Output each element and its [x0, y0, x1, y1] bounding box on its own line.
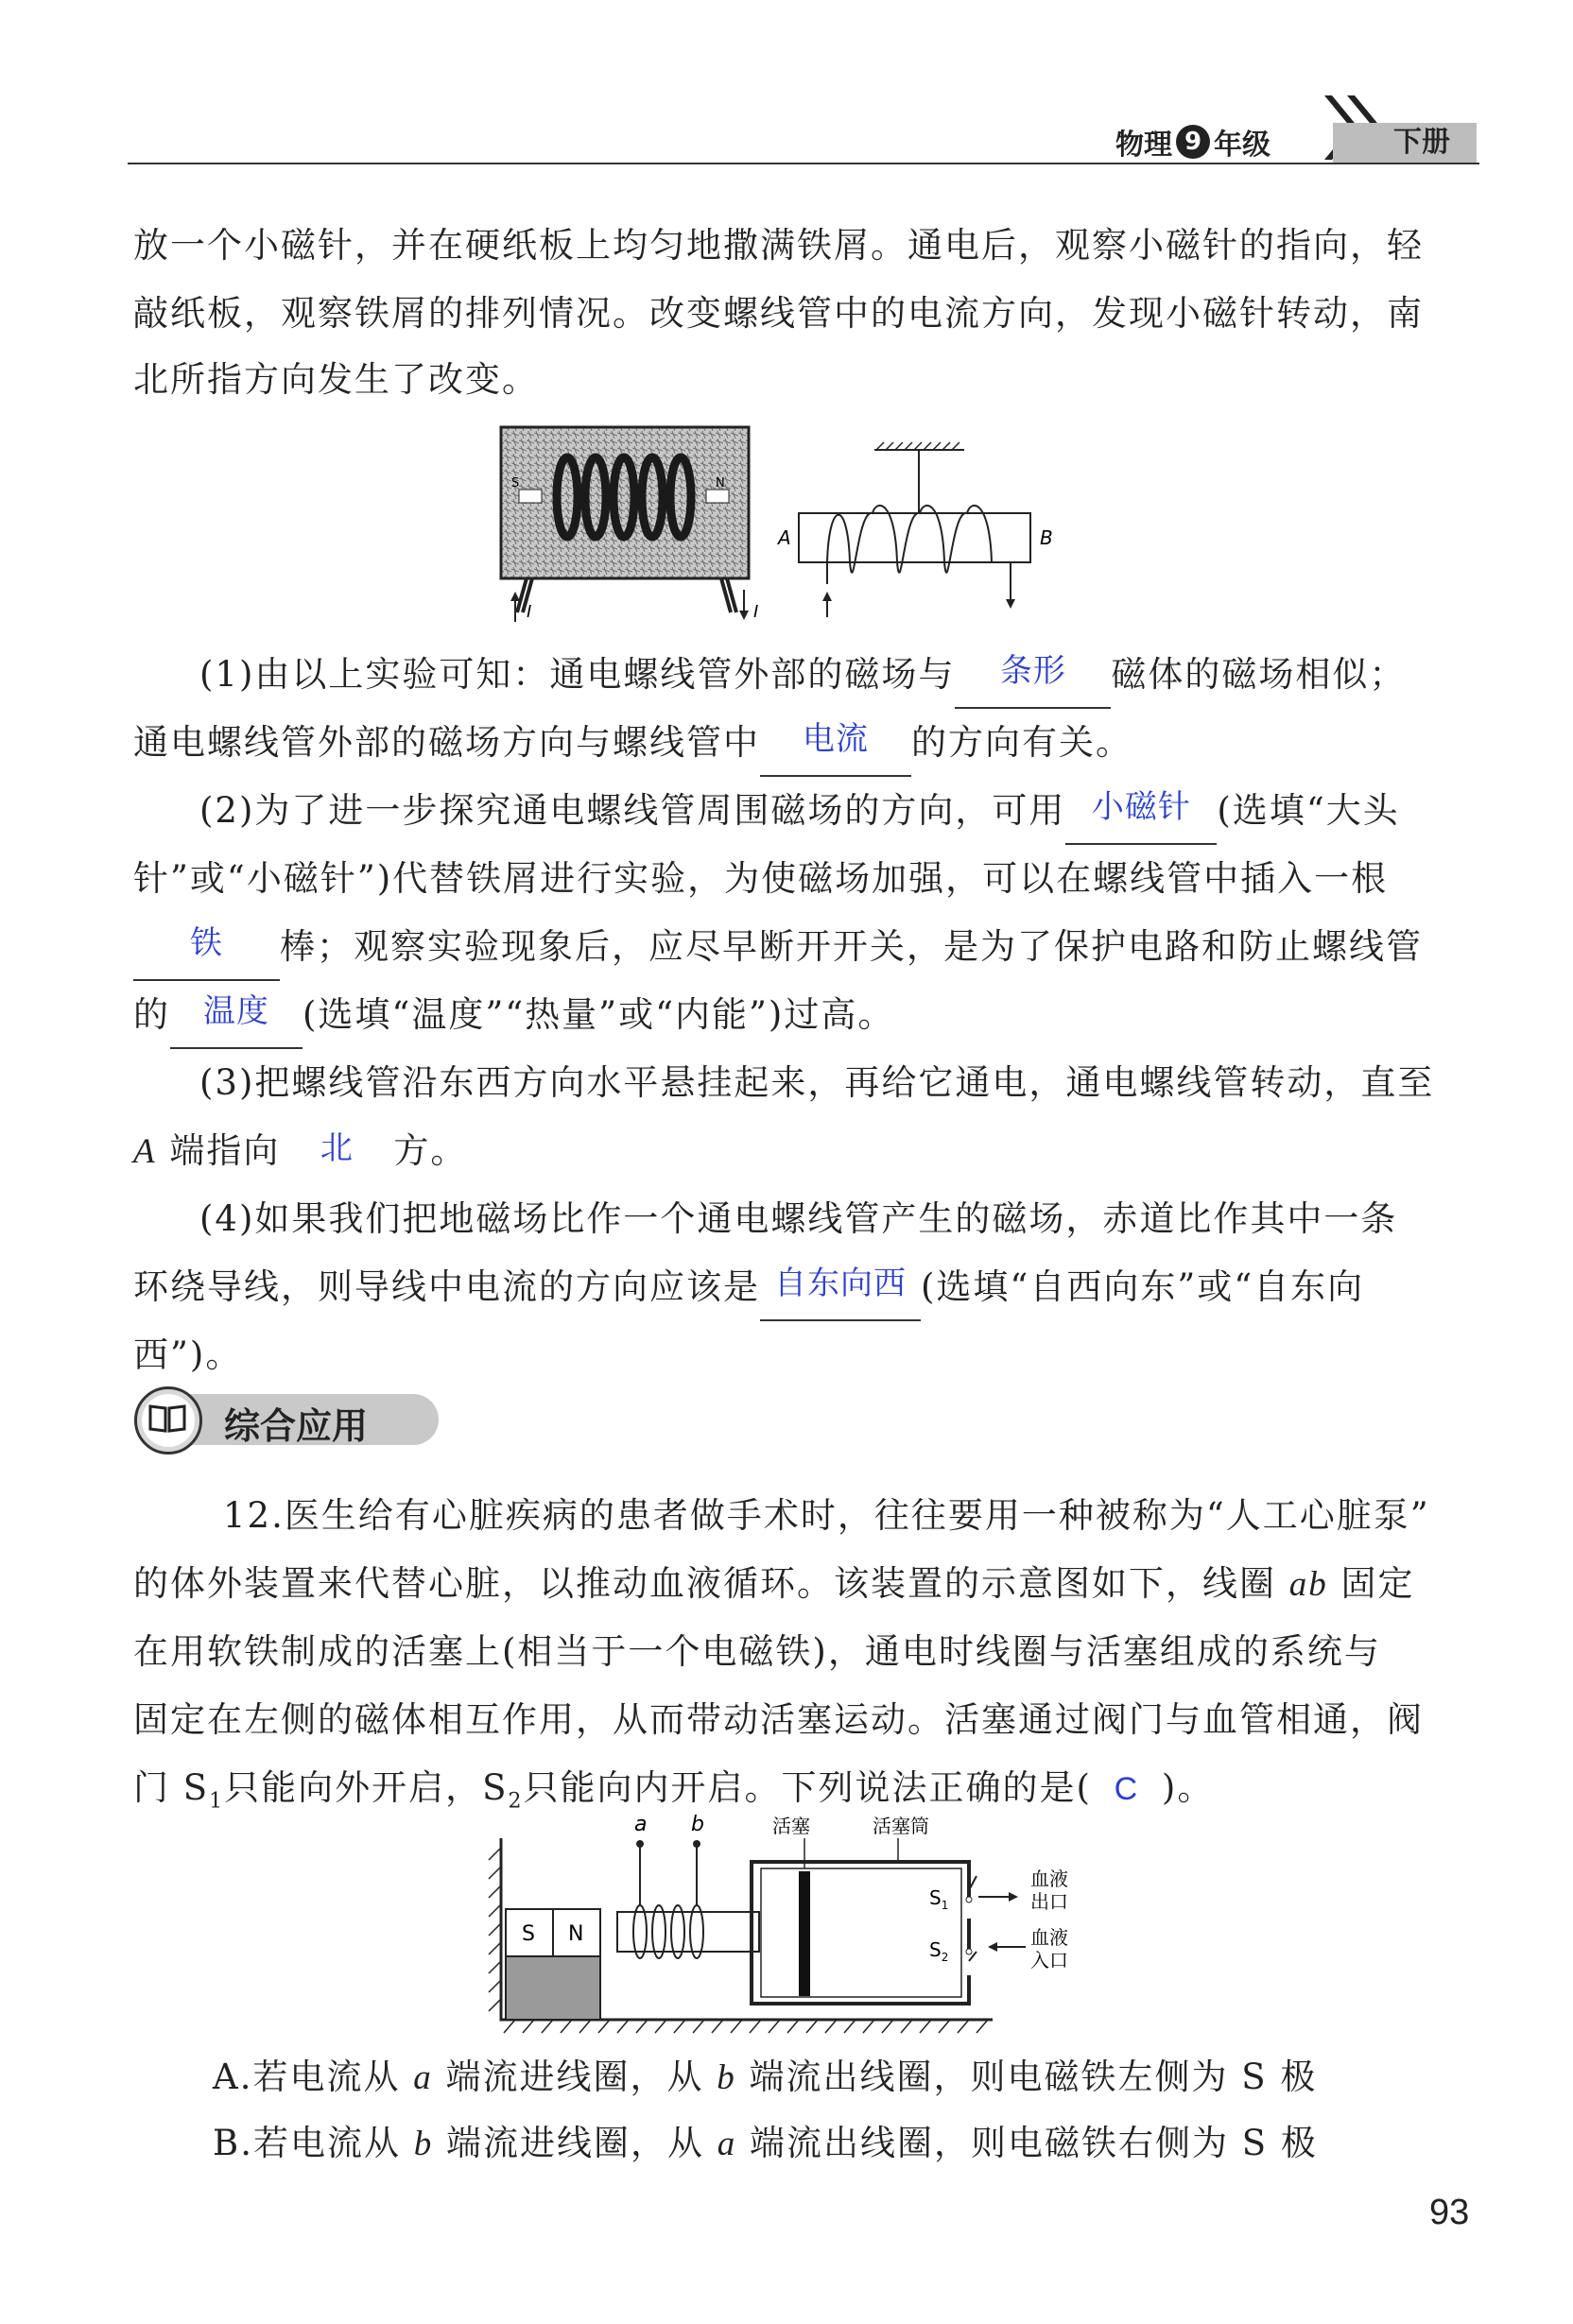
q1-answer-2: 电流 — [803, 721, 869, 757]
q12-line-4: 固定在左侧的磁体相互作用，从而带动活塞运动。活塞通过阀门与血管相通，阀 — [133, 1699, 1424, 1740]
q3-line-1 — [133, 1049, 1438, 1117]
q12-text-l5c: 只能向内开启。下列说法正确的是( — [523, 1767, 1092, 1808]
q1-text-c: 通电螺线管外部的磁场方向与螺线管中 — [133, 722, 760, 763]
q3-text-b: 端指向 — [156, 1130, 281, 1171]
intro-line-3: 北所指方向发生了改变。 — [133, 359, 539, 400]
q12-line-2 — [133, 1550, 1438, 1619]
q2-text-a: (2)为了进一步探究通电螺线管周围磁场的方向，可用 — [199, 790, 1066, 831]
q1-text-b: 磁体的磁场相似； — [1111, 654, 1407, 695]
outlet-label-2: 出口 — [1030, 1890, 1068, 1913]
option-b-mid: 端流进线圈，从 — [445, 2123, 704, 2163]
q12-sub-2: 2 — [508, 1789, 524, 1814]
q4-line-1 — [133, 1185, 1438, 1253]
inlet-label-2: 入口 — [1030, 1949, 1068, 1971]
magnet-s-label: S — [522, 1922, 535, 1946]
q2-line-2: 针”或“小磁针”)代替铁屑进行实验，为使磁场加强，可以在螺线管中插入一根 — [133, 858, 1389, 899]
option-a — [213, 2049, 1317, 2107]
q1-text-a: (1)由以上实验可知：通电螺线管外部的磁场与 — [199, 654, 956, 695]
hanging-solenoid-diagram — [776, 442, 1053, 617]
header-subject: 物理 — [1115, 129, 1172, 162]
q2-line-4 — [133, 981, 1438, 1049]
q3-answer-1: 北 — [320, 1130, 354, 1166]
end-b-label: B — [1040, 526, 1053, 549]
q3-blank-1 — [280, 1131, 393, 1186]
section-title: 综合应用 — [224, 1405, 369, 1447]
q2-blank-2 — [133, 926, 280, 981]
q4-blank-1 — [760, 1266, 921, 1321]
option-a-var2: b — [717, 2058, 736, 2097]
q2-blank-3 — [170, 994, 302, 1049]
q12-text-l5a: 门 S — [133, 1767, 210, 1808]
header-volume: 下册 — [1393, 126, 1450, 159]
header-rule — [128, 163, 1479, 164]
q2-text-e: 的 — [133, 994, 170, 1035]
q12-text-l2a: 的体外装置来代替心脏，以推动血液循环。该装置的示意图如下，线圈 — [133, 1563, 1276, 1604]
section-heading — [134, 1386, 439, 1453]
q2-line-1 — [133, 777, 1438, 845]
q1-line-1 — [133, 641, 1438, 709]
q2-answer-3: 温度 — [203, 993, 269, 1029]
option-b-post: 端流出线圈，则电磁铁右侧为 S 极 — [750, 2123, 1318, 2163]
valve-s1-label: $S_1$ — [929, 1886, 949, 1912]
piston-label: 活塞 — [772, 1815, 810, 1837]
option-a-post: 端流出线圈，则电磁铁左侧为 S 极 — [749, 2057, 1318, 2097]
q12-text-l5b: 只能向外开启，S — [224, 1767, 509, 1808]
option-a-mid: 端流进线圈，从 — [445, 2057, 704, 2097]
q4-text-a: (4)如果我们把地磁场比作一个通电螺线管产生的磁场，赤道比作其中一条 — [199, 1198, 1398, 1239]
q3-text-a: (3)把螺线管沿东西方向水平悬挂起来，再给它通电，通电螺线管转动，直至 — [199, 1062, 1435, 1103]
q3-text-c: 方。 — [393, 1130, 468, 1171]
terminal-a-label: a — [634, 1813, 648, 1836]
q1-line-2 — [133, 709, 1438, 777]
q4-answer-1: 自东向西 — [774, 1265, 907, 1301]
q2-blank-1 — [1065, 790, 1217, 845]
intro-line-1: 放一个小磁针，并在硬纸板上均匀地撒满铁屑。通电后，观察小磁针的指向，轻 — [133, 225, 1424, 266]
q12-answer: C — [1114, 1771, 1140, 1807]
q12-line-1 — [133, 1482, 1438, 1550]
header-grade: 年级 — [1214, 129, 1270, 162]
q3-var-a: A — [133, 1132, 157, 1171]
q12-sub-1: 1 — [209, 1789, 225, 1814]
current-label-left: I — [527, 602, 532, 622]
page-header — [1115, 118, 1270, 165]
book-icon — [147, 1403, 187, 1435]
q4-text-b: 环绕导线，则导线中电流的方向应该是 — [133, 1266, 760, 1307]
option-b-pre: B.若电流从 — [213, 2123, 401, 2163]
q2-text-d: 棒；观察实验现象后，应尽早断开开关，是为了保护电路和防止螺线管 — [280, 926, 1423, 967]
q12-text-l2b: 固定 — [1340, 1563, 1415, 1604]
header-volume-tab — [1333, 123, 1477, 163]
iron-filings-photo — [501, 427, 758, 622]
q1-text-d: 的方向有关。 — [911, 722, 1132, 763]
q12-line-3: 在用软铁制成的活塞上(相当于一个电磁铁)，通电时线圈与活塞组成的系统与 — [133, 1631, 1381, 1672]
end-a-label: A — [778, 526, 791, 549]
q4-line-3: 西”)。 — [133, 1334, 243, 1375]
q2-text-b: (选填“大头 — [1217, 790, 1400, 831]
intro-line-2: 敲纸板，观察铁屑的排列情况。改变螺线管中的电流方向，发现小磁针转动，南 — [133, 293, 1424, 334]
q3-line-2 — [133, 1117, 1438, 1186]
option-b-var2: a — [717, 2125, 737, 2163]
magnet-n-label: N — [568, 1922, 584, 1946]
terminal-b-label: b — [691, 1813, 704, 1836]
q12-text-l5d: )。 — [1161, 1767, 1215, 1808]
q12-text-l1: 12.医生给有心脏疾病的患者做手术时，往往要用一种被称为“人工心脏泵” — [223, 1495, 1430, 1536]
solenoid-figure — [496, 423, 1082, 631]
q4-line-2 — [133, 1253, 1438, 1321]
q1-answer-1: 条形 — [999, 653, 1066, 689]
current-label-right: I — [753, 602, 759, 622]
outlet-label-1: 血液 — [1030, 1868, 1068, 1890]
option-b — [213, 2115, 1318, 2173]
page-number: 93 — [1429, 2193, 1470, 2232]
q2-answer-1: 小磁针 — [1091, 789, 1191, 825]
option-a-var1: a — [413, 2058, 433, 2097]
q2-answer-2: 铁 — [190, 925, 223, 961]
option-b-var1: b — [413, 2125, 434, 2163]
q12-var-ab: ab — [1288, 1565, 1328, 1604]
option-a-pre: A.若电流从 — [213, 2057, 401, 2097]
q1-blank-1 — [955, 654, 1111, 709]
q4-text-c: (选填“自西向东”或“自东向 — [921, 1266, 1365, 1307]
valve-s2-label: $S_2$ — [929, 1938, 949, 1964]
inlet-label-1: 血液 — [1030, 1926, 1068, 1949]
cylinder-label: 活塞筒 — [873, 1815, 929, 1837]
heart-pump-figure — [477, 1810, 1092, 2037]
needle-n-label: N — [716, 476, 725, 491]
q2-text-f: (选填“温度”“热量”或“内能”)过高。 — [302, 994, 895, 1035]
q1-blank-2 — [760, 722, 911, 777]
grade-badge: 9 — [1176, 125, 1210, 159]
needle-s-label: S — [511, 476, 520, 491]
q2-line-3 — [133, 913, 1438, 981]
